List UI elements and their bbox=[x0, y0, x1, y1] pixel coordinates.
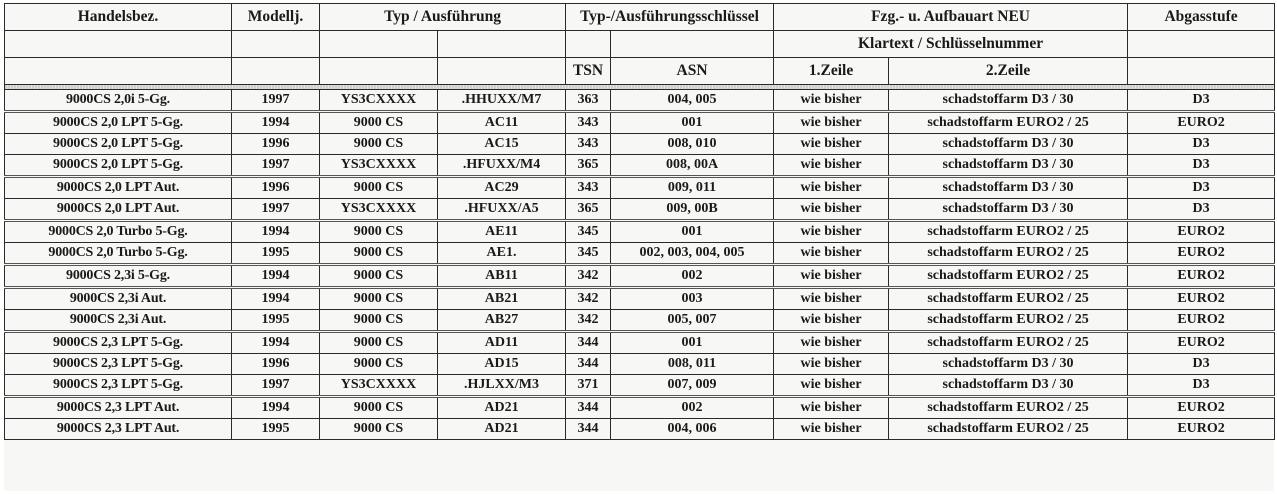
cell-modelljahr: 1997 bbox=[232, 155, 320, 177]
cell-handelsbez: 9000CS 2,3i Aut. bbox=[5, 288, 232, 310]
cell-tsn: 344 bbox=[566, 354, 611, 375]
cell-handelsbez: 9000CS 2,3i Aut. bbox=[5, 310, 232, 332]
cell-typ: 9000 CS bbox=[320, 243, 438, 265]
table-row bbox=[5, 310, 1275, 332]
cell-typ: 9000 CS bbox=[320, 288, 438, 310]
table-body bbox=[5, 90, 1275, 440]
cell-ausfuehrung: AC29 bbox=[438, 177, 566, 199]
cell-handelsbez: 9000CS 2,3 LPT Aut. bbox=[5, 419, 232, 440]
cell-tsn: 344 bbox=[566, 397, 611, 419]
cell-abgasstufe: D3 bbox=[1128, 177, 1275, 199]
cell-zeile2: schadstoffarm D3 / 30 bbox=[889, 375, 1128, 397]
cell-abgasstufe: EURO2 bbox=[1128, 288, 1275, 310]
cell-handelsbez: 9000CS 2,0 LPT 5-Gg. bbox=[5, 112, 232, 134]
cell-zeile2: schadstoffarm EURO2 / 25 bbox=[889, 243, 1128, 265]
cell-asn: 008, 010 bbox=[611, 134, 774, 155]
cell-typ: 9000 CS bbox=[320, 354, 438, 375]
cell-typ: 9000 CS bbox=[320, 419, 438, 440]
cell-zeile2: schadstoffarm EURO2 / 25 bbox=[889, 112, 1128, 134]
cell-asn: 009, 011 bbox=[611, 177, 774, 199]
cell-tsn: 342 bbox=[566, 265, 611, 288]
cell-asn: 009, 00B bbox=[611, 199, 774, 221]
cell-asn: 002 bbox=[611, 397, 774, 419]
header-abgasstufe: Abgasstufe bbox=[1128, 4, 1275, 31]
cell-tsn: 365 bbox=[566, 155, 611, 177]
table-row bbox=[5, 332, 1275, 354]
table-row bbox=[5, 112, 1275, 134]
cell-modelljahr: 1995 bbox=[232, 310, 320, 332]
cell-zeile2: schadstoffarm EURO2 / 25 bbox=[889, 332, 1128, 354]
cell-abgasstufe: EURO2 bbox=[1128, 112, 1275, 134]
cell-tsn: 343 bbox=[566, 134, 611, 155]
cell-ausfuehrung: AB11 bbox=[438, 265, 566, 288]
cell-zeile2: schadstoffarm D3 / 30 bbox=[889, 177, 1128, 199]
cell-modelljahr: 1997 bbox=[232, 90, 320, 112]
cell-modelljahr: 1996 bbox=[232, 354, 320, 375]
cell-abgasstufe: EURO2 bbox=[1128, 221, 1275, 243]
header-empty bbox=[1128, 31, 1275, 58]
cell-zeile2: schadstoffarm EURO2 / 25 bbox=[889, 397, 1128, 419]
table-row bbox=[5, 375, 1275, 397]
header-empty bbox=[1128, 58, 1275, 85]
cell-asn: 004, 005 bbox=[611, 90, 774, 112]
cell-ausfuehrung: .HHUXX/M7 bbox=[438, 90, 566, 112]
cell-ausfuehrung: AE1. bbox=[438, 243, 566, 265]
header-empty bbox=[5, 31, 232, 58]
cell-typ: 9000 CS bbox=[320, 177, 438, 199]
cell-ausfuehrung: AB21 bbox=[438, 288, 566, 310]
cell-zeile1: wie bisher bbox=[774, 288, 889, 310]
cell-zeile1: wie bisher bbox=[774, 310, 889, 332]
cell-abgasstufe: EURO2 bbox=[1128, 265, 1275, 288]
cell-zeile2: schadstoffarm D3 / 30 bbox=[889, 134, 1128, 155]
cell-asn: 007, 009 bbox=[611, 375, 774, 397]
cell-handelsbez: 9000CS 2,3 LPT 5-Gg. bbox=[5, 332, 232, 354]
table-row bbox=[5, 155, 1275, 177]
cell-zeile1: wie bisher bbox=[774, 177, 889, 199]
cell-handelsbez: 9000CS 2,0 LPT 5-Gg. bbox=[5, 155, 232, 177]
cell-zeile2: schadstoffarm EURO2 / 25 bbox=[889, 265, 1128, 288]
table-row bbox=[5, 199, 1275, 221]
cell-modelljahr: 1996 bbox=[232, 134, 320, 155]
cell-abgasstufe: D3 bbox=[1128, 134, 1275, 155]
cell-ausfuehrung: AB27 bbox=[438, 310, 566, 332]
cell-abgasstufe: D3 bbox=[1128, 354, 1275, 375]
header-empty bbox=[320, 58, 438, 85]
table-header bbox=[5, 4, 1275, 90]
header-typ-ausfuehrung: Typ / Ausführung bbox=[320, 4, 566, 31]
cell-asn: 005, 007 bbox=[611, 310, 774, 332]
cell-zeile1: wie bisher bbox=[774, 332, 889, 354]
cell-modelljahr: 1995 bbox=[232, 243, 320, 265]
header-zeile2: 2.Zeile bbox=[889, 58, 1128, 85]
cell-asn: 001 bbox=[611, 332, 774, 354]
cell-typ: YS3CXXXX bbox=[320, 90, 438, 112]
cell-asn: 001 bbox=[611, 112, 774, 134]
cell-asn: 008, 011 bbox=[611, 354, 774, 375]
cell-typ: 9000 CS bbox=[320, 134, 438, 155]
cell-abgasstufe: EURO2 bbox=[1128, 310, 1275, 332]
cell-typ: 9000 CS bbox=[320, 112, 438, 134]
cell-zeile2: schadstoffarm D3 / 30 bbox=[889, 354, 1128, 375]
cell-ausfuehrung: AE11 bbox=[438, 221, 566, 243]
table-row bbox=[5, 90, 1275, 112]
cell-asn: 004, 006 bbox=[611, 419, 774, 440]
cell-ausfuehrung: AD11 bbox=[438, 332, 566, 354]
cell-abgasstufe: D3 bbox=[1128, 199, 1275, 221]
header-fzg-aufbauart: Fzg.- u. Aufbauart NEU bbox=[774, 4, 1128, 31]
cell-asn: 003 bbox=[611, 288, 774, 310]
cell-tsn: 343 bbox=[566, 112, 611, 134]
header-empty bbox=[566, 31, 611, 58]
cell-handelsbez: 9000CS 2,3 LPT 5-Gg. bbox=[5, 354, 232, 375]
cell-abgasstufe: EURO2 bbox=[1128, 243, 1275, 265]
cell-handelsbez: 9000CS 2,3i 5-Gg. bbox=[5, 265, 232, 288]
cell-modelljahr: 1996 bbox=[232, 177, 320, 199]
header-empty bbox=[438, 58, 566, 85]
cell-tsn: 371 bbox=[566, 375, 611, 397]
cell-zeile2: schadstoffarm EURO2 / 25 bbox=[889, 419, 1128, 440]
cell-zeile2: schadstoffarm D3 / 30 bbox=[889, 155, 1128, 177]
cell-zeile1: wie bisher bbox=[774, 221, 889, 243]
cell-ausfuehrung: AC15 bbox=[438, 134, 566, 155]
cell-zeile1: wie bisher bbox=[774, 199, 889, 221]
cell-asn: 002, 003, 004, 005 bbox=[611, 243, 774, 265]
header-typ-schluessel: Typ-/Ausführungsschlüssel bbox=[566, 4, 774, 31]
cell-zeile2: schadstoffarm EURO2 / 25 bbox=[889, 310, 1128, 332]
table-row bbox=[5, 354, 1275, 375]
cell-modelljahr: 1994 bbox=[232, 332, 320, 354]
header-empty bbox=[320, 31, 438, 58]
cell-handelsbez: 9000CS 2,0i 5-Gg. bbox=[5, 90, 232, 112]
cell-handelsbez: 9000CS 2,0 LPT Aut. bbox=[5, 177, 232, 199]
cell-modelljahr: 1995 bbox=[232, 419, 320, 440]
cell-zeile1: wie bisher bbox=[774, 90, 889, 112]
cell-handelsbez: 9000CS 2,3 LPT Aut. bbox=[5, 397, 232, 419]
cell-zeile1: wie bisher bbox=[774, 375, 889, 397]
header-modelljahr: Modellj. bbox=[232, 4, 320, 31]
cell-abgasstufe: D3 bbox=[1128, 375, 1275, 397]
document-page bbox=[4, 3, 1274, 491]
cell-ausfuehrung: AD21 bbox=[438, 419, 566, 440]
cell-modelljahr: 1994 bbox=[232, 112, 320, 134]
cell-tsn: 343 bbox=[566, 177, 611, 199]
table-row bbox=[5, 243, 1275, 265]
cell-tsn: 365 bbox=[566, 199, 611, 221]
cell-tsn: 363 bbox=[566, 90, 611, 112]
cell-zeile2: schadstoffarm EURO2 / 25 bbox=[889, 221, 1128, 243]
table-row bbox=[5, 397, 1275, 419]
cell-zeile1: wie bisher bbox=[774, 419, 889, 440]
cell-typ: YS3CXXXX bbox=[320, 199, 438, 221]
cell-zeile2: schadstoffarm EURO2 / 25 bbox=[889, 288, 1128, 310]
table-row bbox=[5, 288, 1275, 310]
cell-typ: 9000 CS bbox=[320, 221, 438, 243]
cell-typ: 9000 CS bbox=[320, 310, 438, 332]
cell-abgasstufe: EURO2 bbox=[1128, 419, 1275, 440]
cell-modelljahr: 1994 bbox=[232, 221, 320, 243]
cell-abgasstufe: D3 bbox=[1128, 90, 1275, 112]
header-empty bbox=[5, 58, 232, 85]
cell-zeile1: wie bisher bbox=[774, 112, 889, 134]
cell-typ: 9000 CS bbox=[320, 397, 438, 419]
header-empty bbox=[232, 58, 320, 85]
cell-handelsbez: 9000CS 2,0 LPT Aut. bbox=[5, 199, 232, 221]
vehicle-type-table bbox=[4, 3, 1275, 440]
cell-tsn: 344 bbox=[566, 332, 611, 354]
cell-abgasstufe: EURO2 bbox=[1128, 397, 1275, 419]
cell-asn: 001 bbox=[611, 221, 774, 243]
header-handelsbez: Handelsbez. bbox=[5, 4, 232, 31]
cell-tsn: 342 bbox=[566, 310, 611, 332]
cell-zeile1: wie bisher bbox=[774, 243, 889, 265]
cell-modelljahr: 1994 bbox=[232, 265, 320, 288]
cell-ausfuehrung: AC11 bbox=[438, 112, 566, 134]
table-row bbox=[5, 134, 1275, 155]
cell-zeile1: wie bisher bbox=[774, 134, 889, 155]
table-row bbox=[5, 177, 1275, 199]
cell-handelsbez: 9000CS 2,3 LPT 5-Gg. bbox=[5, 375, 232, 397]
header-zeile1: 1.Zeile bbox=[774, 58, 889, 85]
cell-tsn: 344 bbox=[566, 419, 611, 440]
header-empty bbox=[611, 31, 774, 58]
cell-handelsbez: 9000CS 2,0 LPT 5-Gg. bbox=[5, 134, 232, 155]
cell-typ: 9000 CS bbox=[320, 332, 438, 354]
header-empty bbox=[232, 31, 320, 58]
cell-modelljahr: 1994 bbox=[232, 397, 320, 419]
table-row bbox=[5, 419, 1275, 440]
cell-abgasstufe: EURO2 bbox=[1128, 332, 1275, 354]
cell-zeile1: wie bisher bbox=[774, 265, 889, 288]
cell-typ: 9000 CS bbox=[320, 265, 438, 288]
cell-handelsbez: 9000CS 2,0 Turbo 5-Gg. bbox=[5, 243, 232, 265]
cell-asn: 002 bbox=[611, 265, 774, 288]
cell-asn: 008, 00A bbox=[611, 155, 774, 177]
cell-modelljahr: 1994 bbox=[232, 288, 320, 310]
cell-ausfuehrung: AD21 bbox=[438, 397, 566, 419]
cell-abgasstufe: D3 bbox=[1128, 155, 1275, 177]
cell-tsn: 342 bbox=[566, 288, 611, 310]
cell-tsn: 345 bbox=[566, 243, 611, 265]
cell-zeile1: wie bisher bbox=[774, 354, 889, 375]
cell-ausfuehrung: AD15 bbox=[438, 354, 566, 375]
cell-zeile2: schadstoffarm D3 / 30 bbox=[889, 90, 1128, 112]
cell-modelljahr: 1997 bbox=[232, 375, 320, 397]
cell-ausfuehrung: .HFUXX/A5 bbox=[438, 199, 566, 221]
cell-typ: YS3CXXXX bbox=[320, 375, 438, 397]
cell-modelljahr: 1997 bbox=[232, 199, 320, 221]
header-klartext: Klartext / Schlüsselnummer bbox=[774, 31, 1128, 58]
cell-ausfuehrung: .HJLXX/M3 bbox=[438, 375, 566, 397]
table-row bbox=[5, 265, 1275, 288]
table-row bbox=[5, 221, 1275, 243]
cell-handelsbez: 9000CS 2,0 Turbo 5-Gg. bbox=[5, 221, 232, 243]
header-tsn: TSN bbox=[566, 58, 611, 85]
header-asn: ASN bbox=[611, 58, 774, 85]
cell-zeile2: schadstoffarm D3 / 30 bbox=[889, 199, 1128, 221]
cell-tsn: 345 bbox=[566, 221, 611, 243]
cell-zeile1: wie bisher bbox=[774, 397, 889, 419]
cell-ausfuehrung: .HFUXX/M4 bbox=[438, 155, 566, 177]
header-empty bbox=[438, 31, 566, 58]
cell-typ: YS3CXXXX bbox=[320, 155, 438, 177]
cell-zeile1: wie bisher bbox=[774, 155, 889, 177]
